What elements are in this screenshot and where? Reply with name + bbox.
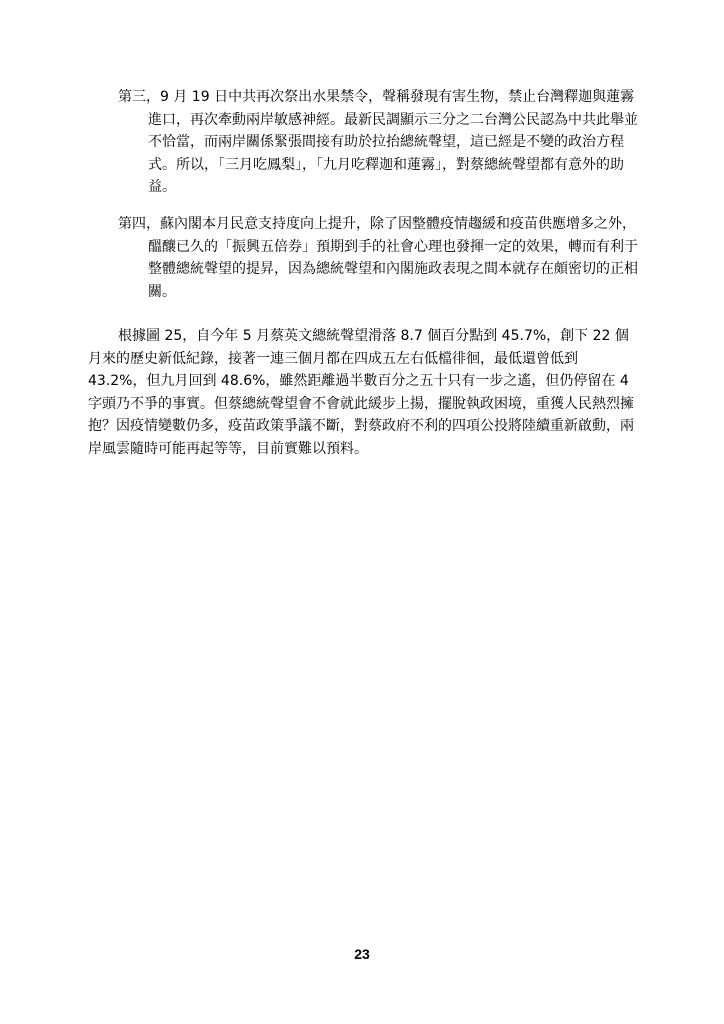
list-item-fourth-label: 第四， [118,216,160,232]
page-number: 23 [354,946,370,962]
body-paragraph: 根據圖 25，自今年 5 月蔡英文總統聲望滑落 8.7 個百分點到 45.7%，創下 22 個月來的歷史新低紀錄，接著一連三個月都在四成五左右低檔徘徊，最低還曾低到 43.2%，但九月回到 48.6%，雖然距離過半數百分之五十只有一步之遙，但仍停留在 4 字頭乃不爭的事實。但蔡總統聲望會不會就此緩步上揚，擺脫執政困境，重獲人民熱烈擁抱？因疫情變數仍多，疫苗政策爭議不斷，對蔡政府不利的四項公投將陸續重新啟動，兩岸風雲隨時可能再起等等，目前實難以預料。 [88,328,634,457]
list-item-third-content [118,86,638,199]
list-item-fourth-text: 蘇內閣本月民意支持度向上提升，除了因整體疫情趨緩和疫苗供應增多之外，醞釀已久的「振興五倍券」預期到手的社會心理也發揮一定的效果，轉而有利于整體總統聲望的提昇，因為總統聲望和內閣施政表現之間本就存在頗密切的正相關。 [148,216,638,300]
list-item-third-label: 第三， [118,89,160,105]
list-item-fourth-content [118,213,638,303]
list-item-third-text: 9 月 19 日中共再次祭出水果禁令，聲稱發現有害生物，禁止台灣釋迦與蓮霧進口，再次牽動兩岸敏感神經。最新民調顯示三分之二台灣公民認為中共此舉並不恰當，而兩岸關係緊張間接有助於拉抬總統聲望，這已經是不變的政治方程式。所以，「三月吃鳳梨」，「九月吃釋迦和蓮霧」，對蔡總統聲望都有意外的助益。 [148,89,638,195]
list-item-third [118,86,638,199]
list-item-fourth [118,213,638,303]
